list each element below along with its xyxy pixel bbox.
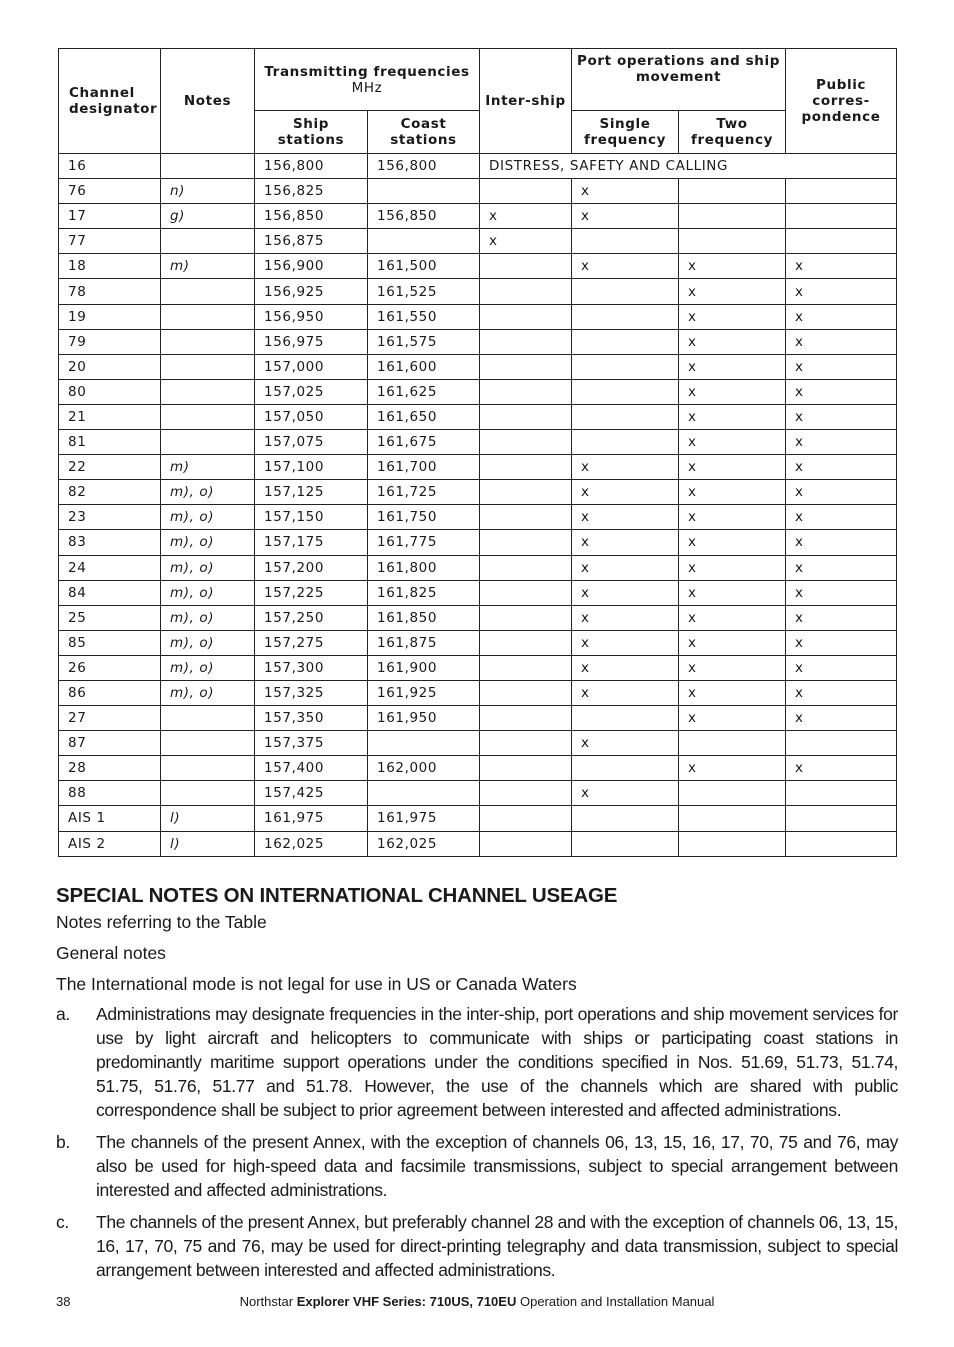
cell-channel: 86: [59, 680, 161, 705]
cell-channel: 21: [59, 404, 161, 429]
cell-notes: m): [161, 254, 255, 279]
page-number: 38: [56, 1294, 71, 1309]
cell-notes: [161, 304, 255, 329]
intro-text: The International mode is not legal for use in US or Canada Waters: [56, 974, 577, 994]
cell-ship-freq: 157,025: [255, 379, 368, 404]
table-row: [59, 756, 897, 781]
cell-public-corr: x: [786, 455, 897, 480]
cell-inter-ship: [480, 605, 572, 630]
cell-notes: [161, 404, 255, 429]
list-item-text: The channels of the present Annex, with the exception of channels 06, 13, 15, 16, 17, 70, 75 and 76, may also be used for high-speed data and facsimile transmissions, subject to special arrangement between interested and affected administrations.: [96, 1132, 898, 1200]
cell-ship-freq: 156,975: [255, 329, 368, 354]
cell-two-freq: x: [679, 655, 786, 680]
cell-public-corr: x: [786, 530, 897, 555]
cell-notes: [161, 756, 255, 781]
cell-ship-freq: 156,800: [255, 154, 368, 179]
cell-inter-ship: [480, 254, 572, 279]
header-transmitting-label: Transmitting frequencies: [264, 63, 470, 80]
cell-inter-ship: [480, 279, 572, 304]
cell-coast-freq: 161,825: [368, 580, 480, 605]
cell-coast-freq: [368, 731, 480, 756]
cell-inter-ship: [480, 530, 572, 555]
cell-two-freq: x: [679, 630, 786, 655]
table-row: [59, 379, 897, 404]
cell-ship-freq: 157,125: [255, 480, 368, 505]
cell-public-corr: [786, 731, 897, 756]
cell-channel: 84: [59, 580, 161, 605]
cell-inter-ship: [480, 555, 572, 580]
footer-product: Explorer VHF Series: 710US, 710EU: [296, 1294, 517, 1309]
cell-single-freq: x: [572, 555, 679, 580]
cell-two-freq: x: [679, 530, 786, 555]
cell-coast-freq: 156,850: [368, 204, 480, 229]
cell-ship-freq: 156,925: [255, 279, 368, 304]
header-ship-stations: Ship stations: [255, 111, 368, 154]
cell-coast-freq: 161,850: [368, 605, 480, 630]
cell-channel: 24: [59, 555, 161, 580]
cell-inter-ship: [480, 329, 572, 354]
cell-inter-ship: [480, 655, 572, 680]
cell-two-freq: x: [679, 756, 786, 781]
cell-two-freq: [679, 229, 786, 254]
cell-single-freq: [572, 404, 679, 429]
section-title: SPECIAL NOTES ON INTERNATIONAL CHANNEL USEAGE: [56, 884, 618, 907]
cell-single-freq: [572, 329, 679, 354]
cell-channel: 19: [59, 304, 161, 329]
header-coast-stations: Coast stations: [368, 111, 480, 154]
cell-inter-ship: [480, 304, 572, 329]
cell-inter-ship: [480, 731, 572, 756]
cell-inter-ship: [480, 831, 572, 856]
cell-channel: 20: [59, 354, 161, 379]
cell-notes: [161, 154, 255, 179]
channel-table: [58, 48, 897, 857]
cell-two-freq: x: [679, 430, 786, 455]
table-row: [59, 279, 897, 304]
cell-channel: 76: [59, 179, 161, 204]
cell-two-freq: x: [679, 329, 786, 354]
list-marker: c.: [56, 1212, 69, 1232]
cell-ship-freq: 156,825: [255, 179, 368, 204]
cell-channel: 79: [59, 329, 161, 354]
cell-ship-freq: 157,250: [255, 605, 368, 630]
table-row: [59, 404, 897, 429]
header-transmitting: [255, 49, 480, 111]
cell-public-corr: [786, 806, 897, 831]
cell-notes: [161, 354, 255, 379]
header-public-correspondence: Public corres-pondence: [786, 49, 897, 154]
cell-notes: [161, 731, 255, 756]
cell-coast-freq: 161,675: [368, 430, 480, 455]
cell-coast-freq: 161,525: [368, 279, 480, 304]
cell-single-freq: [572, 806, 679, 831]
table-row: [59, 304, 897, 329]
table-row: [59, 430, 897, 455]
cell-channel: AIS 2: [59, 831, 161, 856]
cell-single-freq: x: [572, 781, 679, 806]
table-row: [59, 831, 897, 856]
cell-coast-freq: 161,800: [368, 555, 480, 580]
cell-ship-freq: 157,050: [255, 404, 368, 429]
cell-coast-freq: 161,550: [368, 304, 480, 329]
cell-single-freq: x: [572, 655, 679, 680]
cell-two-freq: x: [679, 354, 786, 379]
cell-inter-ship: [480, 430, 572, 455]
cell-public-corr: x: [786, 480, 897, 505]
cell-coast-freq: 161,750: [368, 505, 480, 530]
cell-ship-freq: 157,100: [255, 455, 368, 480]
cell-notes: [161, 279, 255, 304]
cell-ship-freq: 157,000: [255, 354, 368, 379]
cell-single-freq: [572, 304, 679, 329]
cell-channel: 28: [59, 756, 161, 781]
cell-channel: 27: [59, 706, 161, 731]
header-inter-ship: Inter-ship: [480, 49, 572, 154]
table-row: [59, 179, 897, 204]
cell-ship-freq: 156,900: [255, 254, 368, 279]
table-row: [59, 455, 897, 480]
list-item: [56, 1130, 898, 1202]
cell-public-corr: x: [786, 430, 897, 455]
table-row: [59, 655, 897, 680]
table-row: [59, 329, 897, 354]
cell-public-corr: x: [786, 605, 897, 630]
table-row: [59, 154, 897, 179]
cell-ship-freq: 162,025: [255, 831, 368, 856]
notes-list: [56, 1002, 898, 1282]
cell-inter-ship: [480, 580, 572, 605]
cell-inter-ship: [480, 455, 572, 480]
cell-ship-freq: 157,425: [255, 781, 368, 806]
cell-public-corr: x: [786, 555, 897, 580]
cell-two-freq: x: [679, 279, 786, 304]
cell-two-freq: x: [679, 480, 786, 505]
cell-channel: 23: [59, 505, 161, 530]
cell-distress-label: DISTRESS, SAFETY AND CALLING: [480, 154, 897, 179]
cell-two-freq: x: [679, 505, 786, 530]
table-header: [59, 49, 897, 154]
cell-two-freq: [679, 204, 786, 229]
cell-channel: 81: [59, 430, 161, 455]
cell-public-corr: [786, 179, 897, 204]
table-body: [59, 154, 897, 857]
cell-public-corr: [786, 229, 897, 254]
cell-single-freq: x: [572, 731, 679, 756]
cell-two-freq: x: [679, 680, 786, 705]
cell-public-corr: [786, 204, 897, 229]
table-row: [59, 204, 897, 229]
cell-coast-freq: 156,800: [368, 154, 480, 179]
notes-section: [56, 882, 898, 1290]
cell-notes: [161, 379, 255, 404]
cell-public-corr: x: [786, 279, 897, 304]
table-row: [59, 731, 897, 756]
cell-two-freq: x: [679, 580, 786, 605]
cell-single-freq: [572, 831, 679, 856]
cell-inter-ship: x: [480, 229, 572, 254]
cell-ship-freq: 156,950: [255, 304, 368, 329]
cell-ship-freq: 157,225: [255, 580, 368, 605]
cell-two-freq: x: [679, 379, 786, 404]
cell-ship-freq: 157,350: [255, 706, 368, 731]
cell-two-freq: [679, 781, 786, 806]
cell-coast-freq: 161,975: [368, 806, 480, 831]
cell-channel: 78: [59, 279, 161, 304]
list-item: [56, 1210, 898, 1282]
table-row: [59, 781, 897, 806]
cell-notes: m), o): [161, 655, 255, 680]
cell-public-corr: x: [786, 254, 897, 279]
list-marker: b.: [56, 1132, 70, 1152]
cell-ship-freq: 157,325: [255, 680, 368, 705]
footer-brand: Northstar: [239, 1294, 294, 1309]
cell-notes: m), o): [161, 630, 255, 655]
cell-coast-freq: 161,900: [368, 655, 480, 680]
cell-ship-freq: 157,075: [255, 430, 368, 455]
cell-channel: 80: [59, 379, 161, 404]
cell-coast-freq: [368, 179, 480, 204]
cell-coast-freq: 161,650: [368, 404, 480, 429]
table-row: [59, 806, 897, 831]
list-marker: a.: [56, 1004, 70, 1024]
cell-channel: 82: [59, 480, 161, 505]
cell-single-freq: x: [572, 630, 679, 655]
cell-coast-freq: 161,625: [368, 379, 480, 404]
table-row: [59, 354, 897, 379]
cell-single-freq: [572, 229, 679, 254]
cell-coast-freq: 161,725: [368, 480, 480, 505]
cell-single-freq: [572, 279, 679, 304]
cell-notes: m), o): [161, 680, 255, 705]
cell-public-corr: x: [786, 379, 897, 404]
cell-single-freq: x: [572, 455, 679, 480]
cell-channel: 26: [59, 655, 161, 680]
cell-two-freq: x: [679, 706, 786, 731]
cell-public-corr: x: [786, 304, 897, 329]
cell-channel: 16: [59, 154, 161, 179]
table-row: [59, 505, 897, 530]
cell-inter-ship: [480, 756, 572, 781]
cell-inter-ship: [480, 404, 572, 429]
cell-inter-ship: [480, 480, 572, 505]
cell-notes: [161, 430, 255, 455]
table-row: [59, 580, 897, 605]
header-two-frequency: Two frequency: [679, 111, 786, 154]
cell-two-freq: x: [679, 304, 786, 329]
cell-notes: m), o): [161, 580, 255, 605]
cell-two-freq: [679, 831, 786, 856]
header-single-frequency: Single frequency: [572, 111, 679, 154]
cell-ship-freq: 157,175: [255, 530, 368, 555]
cell-channel: 22: [59, 455, 161, 480]
cell-notes: l): [161, 806, 255, 831]
cell-single-freq: [572, 354, 679, 379]
cell-notes: [161, 781, 255, 806]
cell-two-freq: [679, 179, 786, 204]
cell-two-freq: [679, 731, 786, 756]
cell-public-corr: x: [786, 630, 897, 655]
header-transmitting-unit: MHz: [351, 79, 383, 96]
cell-coast-freq: 162,000: [368, 756, 480, 781]
cell-notes: [161, 706, 255, 731]
cell-two-freq: x: [679, 254, 786, 279]
cell-public-corr: x: [786, 706, 897, 731]
cell-channel: AIS 1: [59, 806, 161, 831]
cell-ship-freq: 157,275: [255, 630, 368, 655]
cell-channel: 18: [59, 254, 161, 279]
cell-coast-freq: 161,775: [368, 530, 480, 555]
cell-public-corr: [786, 831, 897, 856]
cell-inter-ship: [480, 379, 572, 404]
table-row: [59, 530, 897, 555]
cell-single-freq: [572, 756, 679, 781]
cell-two-freq: x: [679, 605, 786, 630]
cell-notes: g): [161, 204, 255, 229]
cell-coast-freq: 161,600: [368, 354, 480, 379]
cell-public-corr: x: [786, 680, 897, 705]
cell-ship-freq: 157,200: [255, 555, 368, 580]
cell-inter-ship: [480, 706, 572, 731]
cell-public-corr: x: [786, 505, 897, 530]
cell-single-freq: x: [572, 605, 679, 630]
cell-ship-freq: 157,375: [255, 731, 368, 756]
cell-channel: 88: [59, 781, 161, 806]
cell-notes: n): [161, 179, 255, 204]
cell-single-freq: [572, 379, 679, 404]
header-channel: Channel designator: [59, 49, 161, 154]
cell-notes: [161, 229, 255, 254]
cell-notes: m), o): [161, 530, 255, 555]
cell-coast-freq: 161,950: [368, 706, 480, 731]
footer-title: [56, 1294, 898, 1309]
cell-ship-freq: 161,975: [255, 806, 368, 831]
cell-channel: 85: [59, 630, 161, 655]
cell-two-freq: x: [679, 404, 786, 429]
header-notes: Notes: [161, 49, 255, 154]
cell-single-freq: x: [572, 204, 679, 229]
list-item: [56, 1002, 898, 1122]
cell-single-freq: x: [572, 254, 679, 279]
cell-channel: 17: [59, 204, 161, 229]
cell-inter-ship: [480, 630, 572, 655]
cell-public-corr: x: [786, 580, 897, 605]
cell-inter-ship: [480, 179, 572, 204]
cell-inter-ship: [480, 505, 572, 530]
cell-inter-ship: [480, 781, 572, 806]
cell-single-freq: x: [572, 480, 679, 505]
cell-notes: m), o): [161, 505, 255, 530]
cell-single-freq: x: [572, 179, 679, 204]
cell-coast-freq: 161,700: [368, 455, 480, 480]
cell-public-corr: x: [786, 756, 897, 781]
cell-public-corr: x: [786, 404, 897, 429]
cell-inter-ship: [480, 680, 572, 705]
header-port-ops: Port operations and ship movement: [572, 49, 786, 111]
cell-inter-ship: [480, 806, 572, 831]
cell-inter-ship: [480, 354, 572, 379]
table-row: [59, 706, 897, 731]
table-row: [59, 555, 897, 580]
cell-notes: m), o): [161, 480, 255, 505]
cell-notes: [161, 329, 255, 354]
cell-notes: m), o): [161, 605, 255, 630]
cell-ship-freq: 157,300: [255, 655, 368, 680]
table-row: [59, 254, 897, 279]
cell-single-freq: x: [572, 530, 679, 555]
cell-channel: 83: [59, 530, 161, 555]
cell-channel: 77: [59, 229, 161, 254]
list-item-text: The channels of the present Annex, but preferably channel 28 and with the exception of channels 06, 13, 15, 16, 17, 70, 75 and 76, may be used for direct-printing telegraphy and data transmission, subject to special arrangement between interested and affected administrations.: [96, 1212, 898, 1280]
cell-single-freq: x: [572, 580, 679, 605]
cell-notes: l): [161, 831, 255, 856]
cell-inter-ship: x: [480, 204, 572, 229]
table-row: [59, 229, 897, 254]
cell-coast-freq: [368, 229, 480, 254]
cell-channel: 25: [59, 605, 161, 630]
cell-channel: 87: [59, 731, 161, 756]
cell-single-freq: x: [572, 505, 679, 530]
channel-table-container: [58, 48, 896, 857]
cell-coast-freq: 162,025: [368, 831, 480, 856]
cell-public-corr: [786, 781, 897, 806]
cell-coast-freq: 161,875: [368, 630, 480, 655]
table-row: [59, 630, 897, 655]
cell-two-freq: x: [679, 555, 786, 580]
footer-suffix: Operation and Installation Manual: [519, 1294, 715, 1309]
cell-coast-freq: 161,925: [368, 680, 480, 705]
cell-public-corr: x: [786, 354, 897, 379]
list-item-text: Administrations may designate frequencies in the inter-ship, port operations and ship movement services for use by light aircraft and helicopters to communicate with ships or participating coast stations in predominantly maritime support operations under the conditions specified in Nos. 51.69, 51.73, 51.74, 51.75, 51.76, 51.77 and 51.78. However, the use of the channels which are shared with public correspondence shall be subject to prior agreement between interested and affected administrations.: [96, 1004, 898, 1120]
table-row: [59, 480, 897, 505]
cell-two-freq: x: [679, 455, 786, 480]
cell-coast-freq: 161,500: [368, 254, 480, 279]
cell-coast-freq: [368, 781, 480, 806]
general-notes-heading: General notes: [56, 943, 166, 963]
cell-two-freq: [679, 806, 786, 831]
cell-ship-freq: 157,400: [255, 756, 368, 781]
cell-ship-freq: 156,875: [255, 229, 368, 254]
cell-notes: m): [161, 455, 255, 480]
cell-single-freq: x: [572, 680, 679, 705]
table-row: [59, 680, 897, 705]
table-row: [59, 605, 897, 630]
cell-public-corr: x: [786, 655, 897, 680]
cell-ship-freq: 156,850: [255, 204, 368, 229]
section-subtitle: Notes referring to the Table: [56, 912, 267, 932]
cell-single-freq: [572, 706, 679, 731]
cell-single-freq: [572, 430, 679, 455]
cell-notes: m), o): [161, 555, 255, 580]
cell-public-corr: x: [786, 329, 897, 354]
cell-coast-freq: 161,575: [368, 329, 480, 354]
cell-ship-freq: 157,150: [255, 505, 368, 530]
